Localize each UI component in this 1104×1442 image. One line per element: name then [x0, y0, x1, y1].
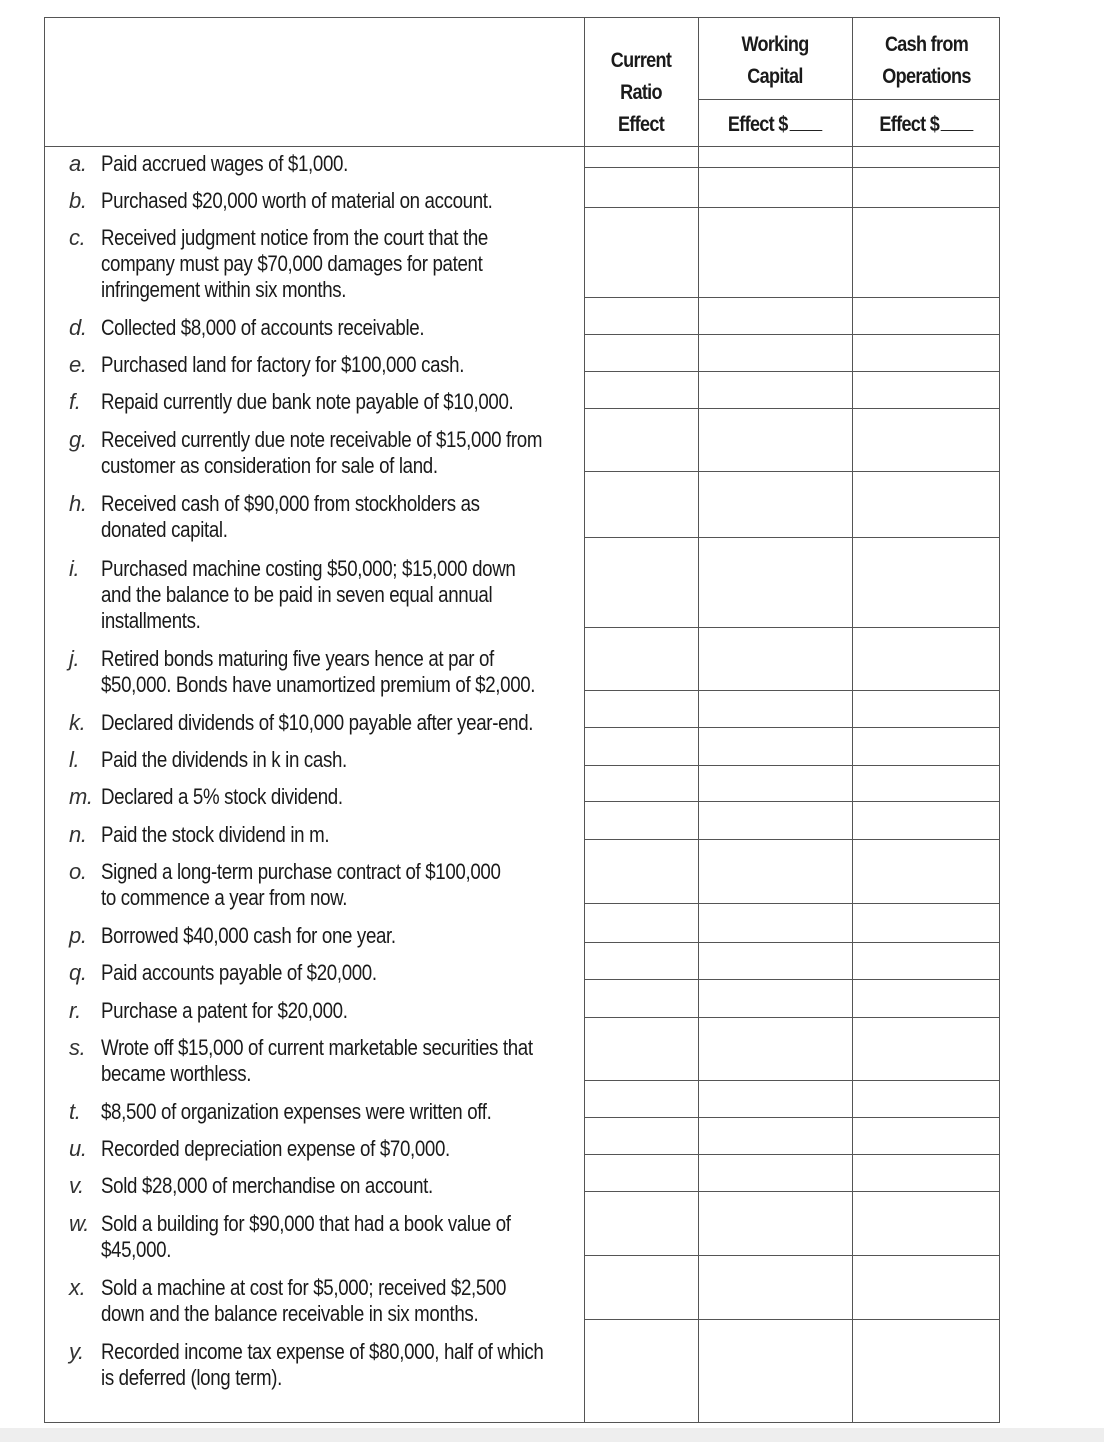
item-letter: i.	[69, 556, 80, 581]
item-text-line: Wrote off $15,000 of current marketable securities that	[101, 1035, 533, 1060]
item-text-line: donated capital.	[101, 517, 228, 542]
item-text-line: became worthless.	[101, 1061, 252, 1086]
item-text-line: $45,000.	[101, 1237, 172, 1262]
answer-blank[interactable]	[789, 112, 822, 131]
item-letter: f.	[69, 389, 81, 414]
item-text-line: Retired bonds maturing five years hence at par of	[101, 646, 494, 671]
transaction-item	[69, 427, 609, 479]
transaction-item	[69, 960, 609, 986]
transaction-item	[69, 1099, 609, 1125]
item-text	[101, 923, 543, 949]
item-text	[101, 1035, 543, 1087]
column-divider	[698, 18, 699, 1422]
item-text	[101, 389, 543, 415]
transaction-item	[69, 747, 609, 773]
answer-row-divider	[584, 1191, 999, 1192]
item-text-line: Received judgment notice from the court that the	[101, 225, 489, 250]
answer-row-divider	[584, 167, 999, 168]
answer-row-divider	[584, 1017, 999, 1018]
header-cash-from-operations	[862, 29, 990, 93]
item-text	[101, 225, 543, 303]
item-text-line: down and the balance receivable in six months.	[101, 1301, 479, 1326]
item-text-line: to commence a year from now.	[101, 885, 348, 910]
answer-row-divider	[584, 1255, 999, 1256]
item-letter: y.	[69, 1339, 84, 1364]
item-text	[101, 1173, 543, 1199]
item-letter: m.	[69, 784, 93, 809]
item-text-line: Sold a building for $90,000 that had a book value of	[101, 1211, 511, 1236]
transaction-item	[69, 225, 609, 303]
item-letter: g.	[69, 427, 87, 452]
item-letter: e.	[69, 352, 87, 377]
item-text-line: $50,000. Bonds have unamortized premium of $2,000.	[101, 672, 536, 697]
transaction-item	[69, 859, 609, 911]
header-text: Working	[741, 33, 809, 56]
item-letter: h.	[69, 491, 87, 516]
header-text: Capital	[747, 65, 803, 88]
header-text: Operations	[882, 65, 971, 88]
item-letter: r.	[69, 998, 81, 1023]
item-text-line: Sold a machine at cost for $5,000; received $2,500	[101, 1275, 507, 1300]
transaction-item	[69, 1275, 609, 1327]
transaction-item	[69, 315, 609, 341]
header-working-capital-effect	[709, 109, 841, 141]
item-letter: q.	[69, 960, 87, 985]
item-letter: a.	[69, 151, 87, 176]
item-text	[101, 556, 543, 634]
item-text	[101, 710, 543, 736]
item-text	[101, 1211, 543, 1263]
item-text-line: and the balance to be paid in seven equal annual	[101, 582, 493, 607]
item-text-line: Declared dividends of $10,000 payable after year-end.	[101, 710, 534, 735]
column-divider	[852, 18, 853, 1422]
header-text: Effect	[617, 113, 665, 136]
item-text-line: Repaid currently due bank note payable of $10,000.	[101, 389, 514, 414]
header-text: Effect $	[727, 113, 788, 136]
header-text: Cash from	[884, 33, 969, 56]
item-text	[101, 747, 543, 773]
item-text-line: is deferred (long term).	[101, 1365, 282, 1390]
item-text	[101, 352, 543, 378]
item-text-line: Paid the dividends in k in cash.	[101, 747, 347, 772]
header-current-ratio	[592, 45, 690, 141]
item-text	[101, 491, 543, 543]
answer-row-divider	[584, 334, 999, 335]
item-text-line: Recorded income tax expense of $80,000, half of which	[101, 1339, 544, 1364]
item-text	[101, 822, 543, 848]
item-text	[101, 1339, 543, 1391]
header-working-capital	[709, 29, 841, 93]
item-text	[101, 427, 543, 479]
item-text	[101, 315, 543, 341]
item-letter: n.	[69, 822, 87, 847]
answer-row-divider	[584, 408, 999, 409]
transaction-item	[69, 151, 609, 177]
transaction-item	[69, 998, 609, 1024]
transaction-item	[69, 646, 609, 698]
answer-row-divider	[584, 690, 999, 691]
answer-row-divider	[584, 297, 999, 298]
header-text: Effect $	[879, 113, 940, 136]
transaction-item	[69, 188, 609, 214]
header-text: Current	[610, 49, 672, 72]
answer-row-divider	[584, 1080, 999, 1081]
item-text-line: Purchased $20,000 worth of material on account.	[101, 188, 493, 213]
answer-row-divider	[584, 839, 999, 840]
item-text-line: customer as consideration for sale of land.	[101, 453, 438, 478]
transaction-item	[69, 784, 609, 810]
transaction-item	[69, 1136, 609, 1162]
answer-row-divider	[584, 979, 999, 980]
item-text-line: $8,500 of organization expenses were written off.	[101, 1099, 492, 1124]
item-text-line: Declared a 5% stock dividend.	[101, 784, 343, 809]
answer-row-divider	[584, 727, 999, 728]
item-text-line: Paid the stock dividend in m.	[101, 822, 330, 847]
item-text-line: Purchase a patent for $20,000.	[101, 998, 348, 1023]
item-letter: b.	[69, 188, 87, 213]
item-text	[101, 998, 543, 1024]
item-letter: l.	[69, 747, 80, 772]
item-letter: w.	[69, 1211, 89, 1236]
item-letter: t.	[69, 1099, 81, 1124]
item-text-line: Recorded depreciation expense of $70,000.	[101, 1136, 450, 1161]
item-text-line: Purchased machine costing $50,000; $15,000 down	[101, 556, 516, 581]
item-letter: s.	[69, 1035, 86, 1060]
item-letter: x.	[69, 1275, 86, 1300]
transaction-item	[69, 556, 609, 634]
answer-row-divider	[584, 765, 999, 766]
transaction-item	[69, 822, 609, 848]
answer-row-divider	[584, 371, 999, 372]
header-divider	[45, 146, 999, 147]
item-text-line: Sold $28,000 of merchandise on account.	[101, 1173, 433, 1198]
item-text	[101, 188, 543, 214]
transactions-worksheet	[44, 17, 1000, 1423]
item-text	[101, 859, 543, 911]
answer-row-divider	[584, 801, 999, 802]
item-text-line: company must pay $70,000 damages for patent	[101, 251, 483, 276]
item-letter: k.	[69, 710, 86, 735]
item-text-line: Paid accrued wages of $1,000.	[101, 151, 348, 176]
answer-row-divider	[584, 471, 999, 472]
answer-row-divider	[584, 1117, 999, 1118]
item-text-line: infringement within six months.	[101, 277, 347, 302]
item-text-line: Collected $8,000 of accounts receivable.	[101, 315, 425, 340]
item-letter: v.	[69, 1173, 84, 1198]
transaction-item	[69, 1035, 609, 1087]
transaction-item	[69, 710, 609, 736]
answer-row-divider	[584, 903, 999, 904]
item-text-line: Paid accounts payable of $20,000.	[101, 960, 377, 985]
item-text-line: Purchased land for factory for $100,000 cash.	[101, 352, 465, 377]
header-subdivider	[698, 99, 999, 100]
transaction-item	[69, 1339, 609, 1391]
item-text	[101, 1136, 543, 1162]
answer-row-divider	[584, 1154, 999, 1155]
item-text	[101, 960, 543, 986]
answer-row-divider	[584, 1319, 999, 1320]
answer-row-divider	[584, 627, 999, 628]
answer-row-divider	[584, 207, 999, 208]
item-text-line: Received currently due note receivable of $15,000 from	[101, 427, 543, 452]
header-text: Ratio	[620, 81, 662, 104]
header-cash-from-operations-effect	[862, 109, 990, 141]
answer-row-divider	[584, 537, 999, 538]
item-text	[101, 784, 543, 810]
transaction-item	[69, 1173, 609, 1199]
transaction-item	[69, 352, 609, 378]
item-text-line: Signed a long-term purchase contract of $100,000	[101, 859, 501, 884]
item-text-line: installments.	[101, 608, 201, 633]
item-text	[101, 1099, 543, 1125]
item-text-line: Received cash of $90,000 from stockholders as	[101, 491, 480, 516]
item-letter: d.	[69, 315, 87, 340]
page-bottom-edge	[0, 1428, 1104, 1442]
item-text	[101, 646, 543, 698]
item-letter: p.	[69, 923, 87, 948]
answer-blank[interactable]	[941, 112, 974, 131]
transaction-item	[69, 923, 609, 949]
answer-row-divider	[584, 942, 999, 943]
item-letter: o.	[69, 859, 87, 884]
item-letter: u.	[69, 1136, 87, 1161]
transaction-item	[69, 1211, 609, 1263]
transaction-item	[69, 389, 609, 415]
item-text-line: Borrowed $40,000 cash for one year.	[101, 923, 396, 948]
transaction-item	[69, 491, 609, 543]
item-text	[101, 1275, 543, 1327]
item-letter: c.	[69, 225, 86, 250]
item-letter: j.	[69, 646, 80, 671]
item-text	[101, 151, 543, 177]
